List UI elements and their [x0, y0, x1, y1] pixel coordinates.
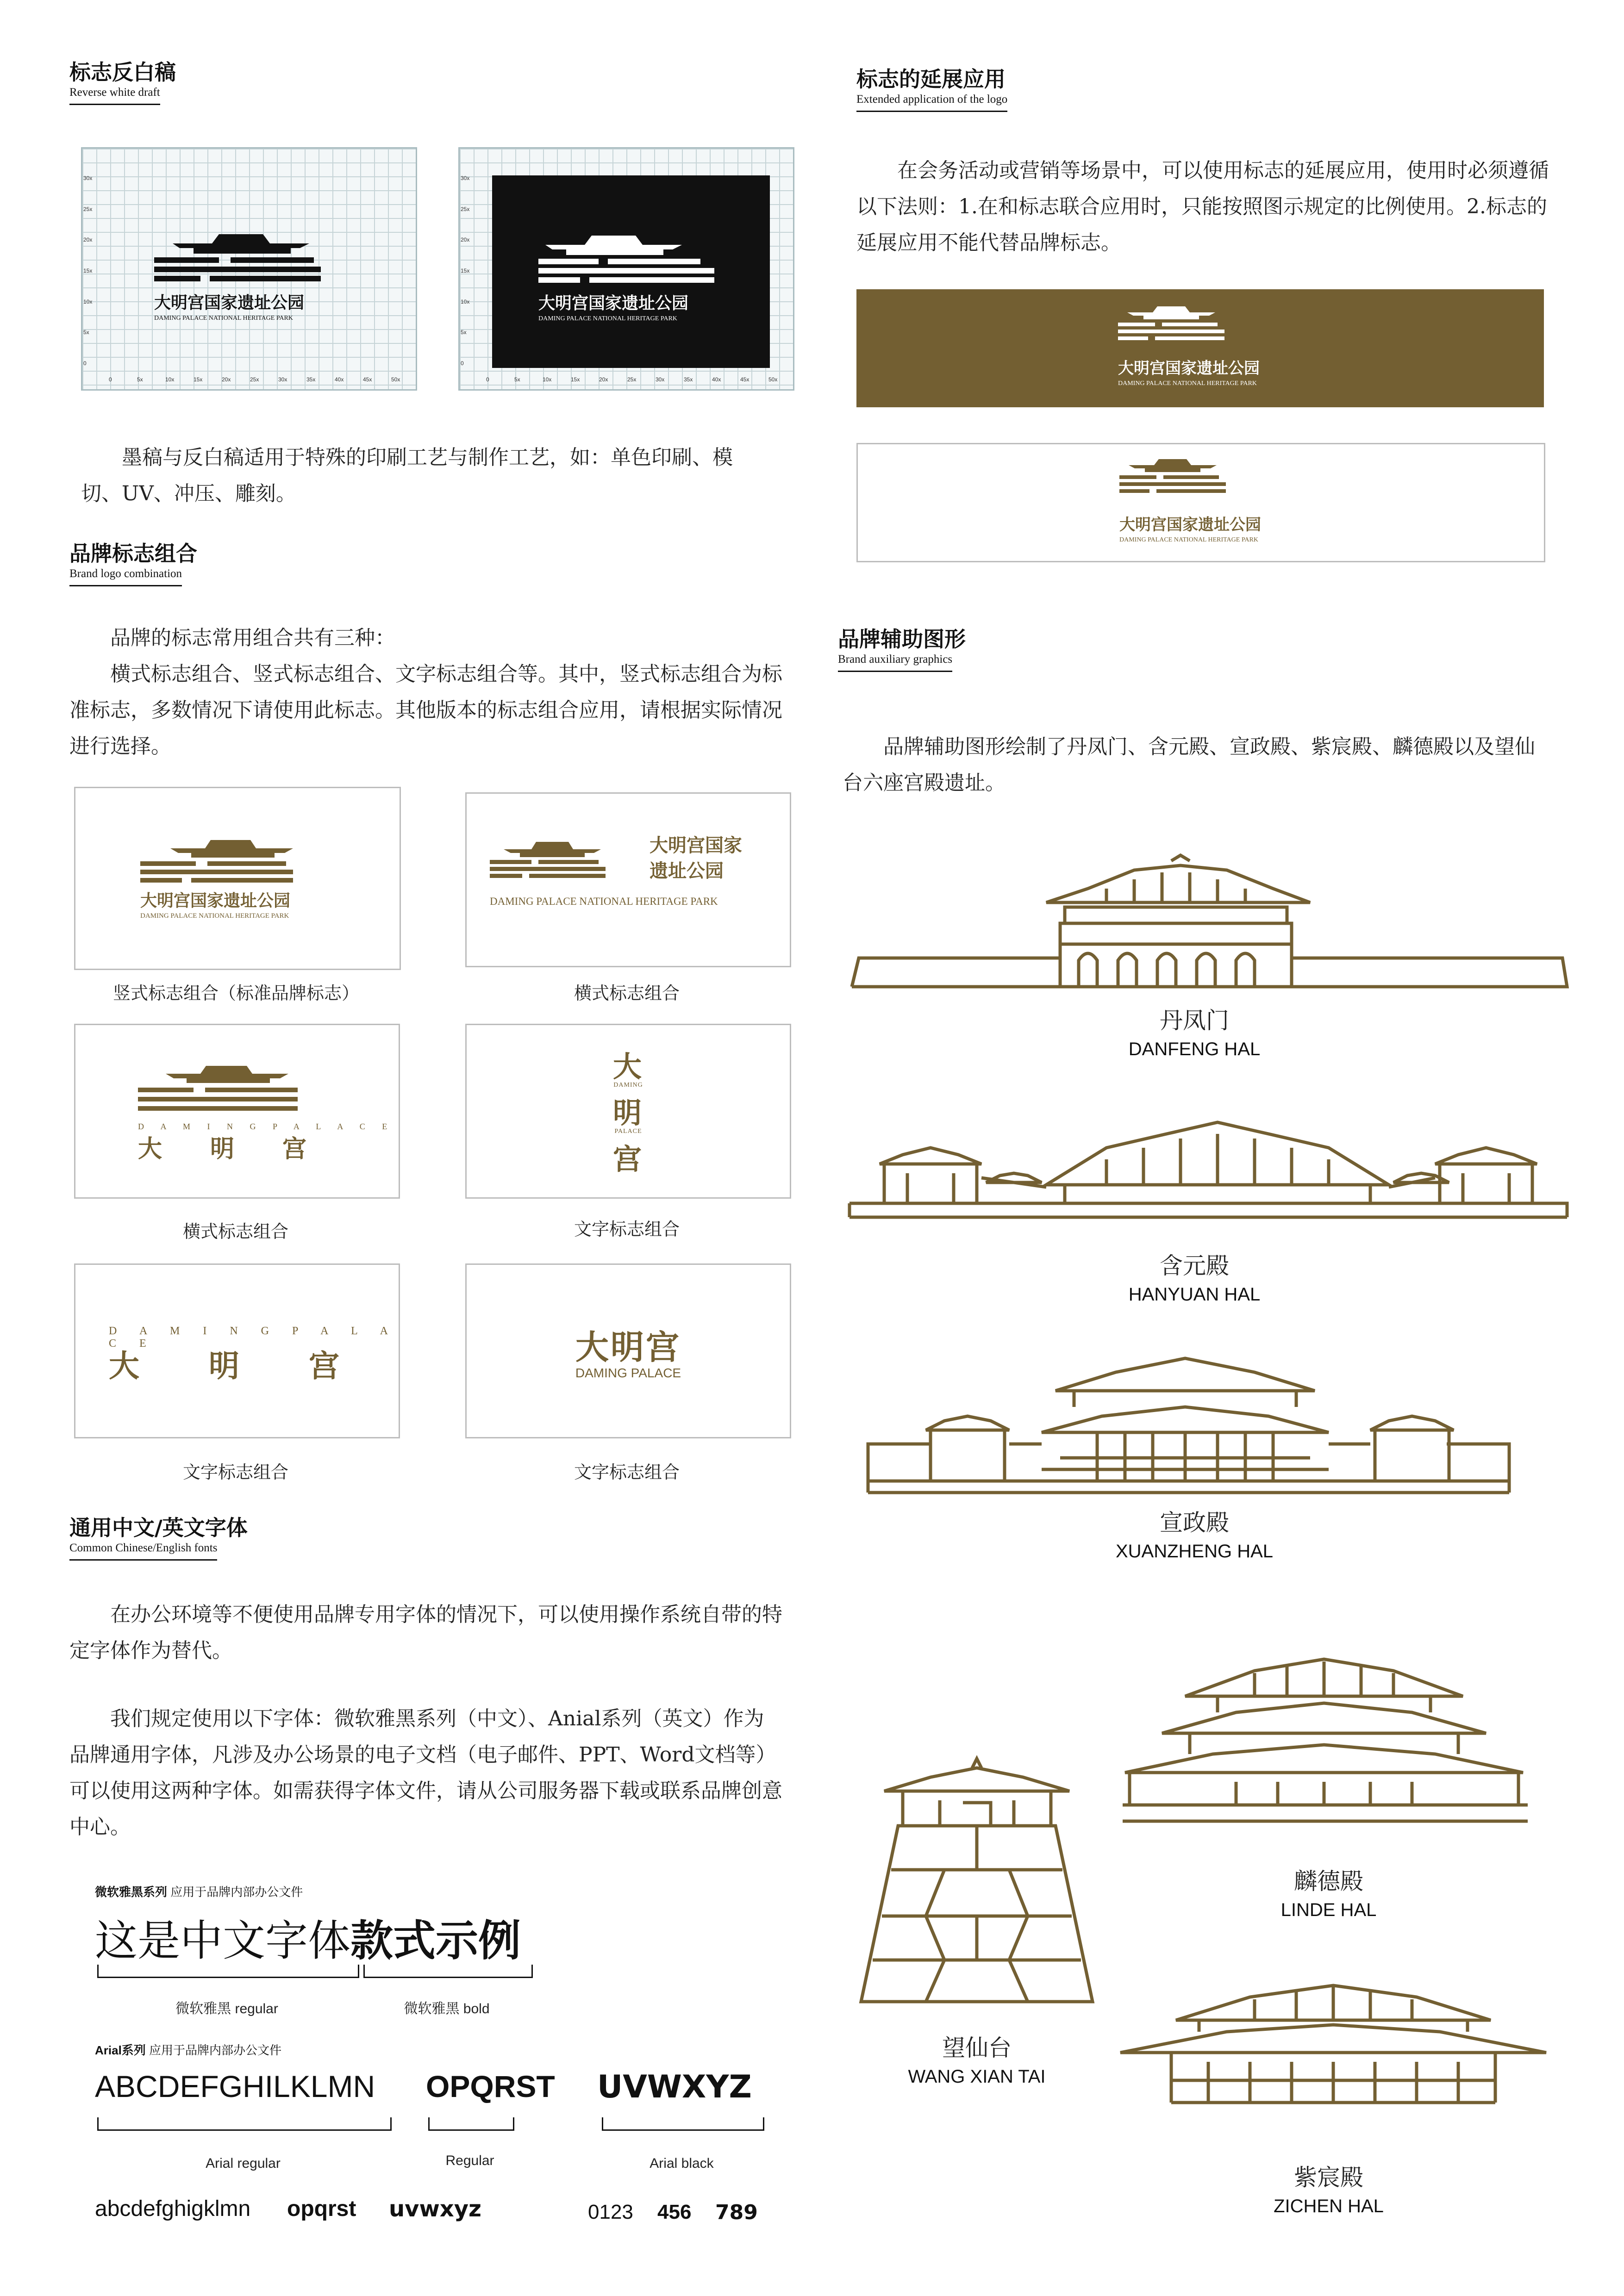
yahei-label-bold: 微软雅黑系列 — [95, 1885, 168, 1899]
grid-tick-y: 20x — [461, 236, 470, 243]
grid-tick-y: 0 — [461, 360, 464, 367]
ext-logo-cn-white: 大明宫国家遗址公园 — [1118, 359, 1260, 378]
auxiliary-paragraph: 品牌辅助图形绘制了丹凤门、含元殿、宣政殿、紫宸殿、麟德殿以及望仙台六座宫殿遗址。 — [843, 735, 1535, 795]
grid-tick-x: 45x — [363, 376, 372, 383]
arial-series-label — [95, 2041, 281, 2058]
num-black: 789 — [715, 2201, 758, 2224]
combination-title: 品牌标志组合 — [69, 541, 197, 566]
arial-upper-bold: OPQRST — [426, 2069, 555, 2103]
hall-en-hanyuan: HANYUAN HAL — [1128, 1284, 1261, 1305]
grid-tick-x: 25x — [250, 376, 259, 383]
card1-en: DAMING PALACE NATIONAL HERITAGE PARK — [140, 912, 289, 920]
ext-logo-en-white: DAMING PALACE NATIONAL HERITAGE PARK — [1118, 380, 1257, 387]
reverse-title: 标志反白稿 — [69, 60, 176, 85]
grid-tick-x: 10x — [165, 376, 175, 383]
arial-upper-regular: ABCDEFGHILKLMN — [95, 2069, 375, 2103]
combination-paragraph-2: 横式标志组合、竖式标志组合、文字标志组合等。其中，竖式标志组合为标准标志，多数情况下请使用此标志。其他版本的标志组合应用，请根据实际情况进行选择。 — [69, 662, 782, 758]
grid-tick-y: 30x — [461, 175, 470, 181]
grid-tick-y: 15x — [83, 268, 93, 274]
zichen-hall-icon — [1116, 1979, 1555, 2108]
regular-label: Regular — [445, 2153, 494, 2168]
card3-en: D A M I N G P A L A C E — [138, 1122, 395, 1131]
arial-regular-label: Arial regular — [206, 2156, 281, 2171]
extended-banner-brown — [856, 289, 1544, 407]
hall-cn-zichen: 紫宸殿 — [1294, 2164, 1363, 2191]
yahei-label-rest: 应用于品牌内部办公文件 — [167, 1885, 303, 1899]
combination-paragraph-1: 品牌的标志常用组合共有三种： — [110, 626, 395, 650]
logo-card-text-vertical — [465, 1024, 791, 1199]
card3-cn: 大 明 宫 — [138, 1135, 307, 1163]
palace-logo-icon — [75, 788, 400, 969]
card4-sub1: DAMING — [613, 1082, 643, 1089]
card2-en: DAMING PALACE NATIONAL HERITAGE PARK — [490, 896, 718, 907]
palace-logo-icon-white — [492, 175, 770, 368]
hall-en-zichen: ZICHEN HAL — [1274, 2196, 1384, 2216]
fonts-subtitle: Common Chinese/English fonts — [69, 1542, 217, 1561]
card4-caption: 文字标志组合 — [574, 1219, 680, 1239]
logo-card-horizontal — [465, 792, 791, 967]
extended-paragraph: 在会务活动或营销等场景中，可以使用标志的延展应用，使用时必须遵循以下法则：1.在和标志联合应用时，只能按照图示规定的比例使用。2.标志的延展应用不能代替品牌标志。 — [856, 159, 1549, 255]
hall-en-wangxian: WANG XIAN TAI — [908, 2066, 1046, 2087]
bracket-regular — [428, 2117, 514, 2131]
grid-tick-x: 25x — [627, 376, 637, 383]
extended-subtitle: Extended application of the logo — [856, 93, 1007, 112]
fonts-title: 通用中文/英文字体 — [69, 1515, 248, 1540]
card5-caption: 文字标志组合 — [182, 1462, 288, 1482]
reverse-section-header — [69, 56, 176, 105]
logo-cn-white: 大明宫国家遗址公园 — [538, 293, 689, 313]
reverse-paragraph: 墨稿与反白稿适用于特殊的印刷工艺与制作工艺，如：单色印刷、模切、UV、冲压、雕刻。 — [81, 446, 733, 505]
grid-tick-y: 25x — [461, 205, 470, 212]
card4-sub2: PALACE — [614, 1128, 642, 1135]
fonts-paragraph-1: 在办公环境等不便使用品牌专用字体的情况下，可以使用操作系统自带的特定字体作为替代。 — [69, 1603, 782, 1662]
wangxian-tai-icon — [856, 1749, 1097, 2009]
logo-card-text-horizontal — [74, 1263, 400, 1438]
palace-logo-icon — [467, 794, 790, 966]
reverse-subtitle: Reverse white draft — [69, 86, 160, 105]
hall-cn-xuanzheng: 宣政殿 — [1160, 1509, 1229, 1536]
grid-tick-x: 30x — [278, 376, 287, 383]
arial-upper-black: UVWXYZ — [597, 2069, 752, 2105]
card6-en: DAMING PALACE — [575, 1366, 681, 1380]
card4-char2: 明 — [612, 1096, 643, 1130]
auxiliary-section-header — [838, 622, 966, 672]
combination-subtitle: Brand logo combination — [69, 567, 182, 586]
logo-card-horizontal-2 — [74, 1024, 400, 1199]
num-bold: 456 — [657, 2201, 692, 2223]
card1-cn: 大明宫国家遗址公园 — [140, 891, 291, 910]
grid-tick-x: 35x — [306, 376, 316, 383]
arial-label-bold: Arial系列 — [95, 2043, 146, 2057]
logo-black-on-grid — [82, 149, 416, 389]
grid-tick-x: 20x — [222, 376, 231, 383]
bracket-yahei-bold — [363, 1965, 533, 1978]
yahei-bold-label: 微软雅黑 bold — [404, 2001, 490, 2016]
grid-tick-x: 45x — [740, 376, 750, 383]
lower-regular: abcdefghigklmn — [95, 2196, 251, 2221]
grid-tick-x: 40x — [335, 376, 344, 383]
card4-char1: 大 — [612, 1050, 643, 1083]
grid-tick-y: 10x — [461, 298, 470, 305]
grid-tick-x: 50x — [768, 376, 778, 383]
hall-en-linde: LINDE HAL — [1280, 1900, 1377, 1920]
ext-logo-cn-brown: 大明宫国家遗址公园 — [1119, 516, 1261, 534]
chinese-font-sample — [95, 1907, 521, 1968]
hall-cn-danfeng: 丹凤门 — [1160, 1007, 1229, 1034]
grid-tick-x: 30x — [656, 376, 665, 383]
bracket-arial-regular — [97, 2117, 392, 2131]
hall-cn-linde: 麟德殿 — [1294, 1868, 1363, 1895]
grid-tick-y: 15x — [461, 268, 470, 274]
grid-tick-x: 0 — [109, 376, 112, 383]
hall-en-danfeng: DANFENG HAL — [1128, 1039, 1261, 1059]
extended-section-header — [856, 62, 1007, 112]
grid-tick-x: 5x — [514, 376, 520, 383]
sample-bold: 款式示例 — [350, 1916, 521, 1966]
reverse-grid-black — [81, 147, 417, 391]
hall-en-xuanzheng: XUANZHENG HAL — [1115, 1541, 1274, 1562]
grid-tick-x: 20x — [599, 376, 608, 383]
palace-logo-icon — [75, 1025, 399, 1197]
auxiliary-title: 品牌辅助图形 — [838, 627, 966, 652]
palace-logo-icon — [858, 444, 1544, 561]
grid-tick-x: 10x — [543, 376, 552, 383]
card4-char3: 宫 — [612, 1142, 643, 1176]
grid-tick-x: 5x — [137, 376, 143, 383]
bracket-arial-black — [602, 2117, 764, 2131]
fonts-section-header — [69, 1511, 248, 1561]
card2-cn2: 遗址公园 — [650, 860, 724, 882]
ext-logo-en-brown: DAMING PALACE NATIONAL HERITAGE PARK — [1119, 536, 1258, 543]
arial-label-rest: 应用于品牌内部办公文件 — [145, 2043, 282, 2057]
logo-en-black: DAMING PALACE NATIONAL HERITAGE PARK — [154, 315, 293, 322]
grid-tick-y: 10x — [83, 298, 93, 305]
linde-hall-icon — [1120, 1652, 1532, 1828]
reverse-grid-white — [458, 147, 794, 391]
sample-regular: 这是中文字体 — [95, 1916, 351, 1966]
card2-cn1: 大明宫国家 — [650, 834, 742, 856]
grid-tick-x: 50x — [391, 376, 400, 383]
grid-tick-x: 35x — [684, 376, 693, 383]
grid-tick-y: 0 — [83, 360, 87, 367]
card1-caption: 竖式标志组合（标准品牌标志） — [112, 983, 359, 1003]
grid-tick-x: 40x — [712, 376, 721, 383]
card5-cn: 大 明 宫 — [109, 1348, 342, 1384]
lower-black: uvwxyz — [389, 2196, 481, 2222]
card6-caption: 文字标志组合 — [574, 1462, 680, 1482]
combination-section-header — [69, 537, 197, 586]
hall-cn-wangxian: 望仙台 — [942, 2035, 1012, 2061]
extended-banner-white — [856, 443, 1545, 562]
logo-card-text-compact — [465, 1263, 791, 1438]
grid-tick-x: 15x — [571, 376, 580, 383]
yahei-regular-label: 微软雅黑 regular — [175, 2001, 278, 2016]
hanyuan-hall-icon — [847, 1113, 1574, 1224]
card3-caption: 横式标志组合 — [182, 1221, 288, 1242]
grid-tick-x: 0 — [486, 376, 489, 383]
grid-tick-y: 25x — [83, 205, 93, 212]
lower-bold: opqrst — [287, 2196, 356, 2221]
black-panel — [492, 175, 770, 368]
palace-logo-icon-white — [856, 289, 1544, 407]
card2-caption: 横式标志组合 — [574, 983, 680, 1003]
grid-tick-y: 5x — [83, 329, 89, 336]
fonts-paragraph-2: 我们规定使用以下字体：微软雅黑系列（中文）、Anial系列（英文）作为品牌通用字体，凡涉及办公场景的电子文档（电子邮件、PPT、Word文档等）可以使用这两种字体。如需获得字体文件，请从公司服务器下载或联系品牌创意中心。 — [69, 1707, 782, 1839]
auxiliary-subtitle: Brand auxiliary graphics — [838, 653, 952, 672]
logo-cn-black: 大明宫国家遗址公园 — [154, 293, 305, 312]
logo-en-white: DAMING PALACE NATIONAL HERITAGE PARK — [538, 315, 677, 322]
yahei-series-label — [95, 1883, 303, 1900]
danfeng-gate-icon — [847, 852, 1574, 990]
extended-title: 标志的延展应用 — [856, 67, 1006, 92]
grid-tick-y: 5x — [461, 329, 467, 336]
num-regular: 0123 — [588, 2201, 633, 2223]
hall-cn-hanyuan: 含元殿 — [1160, 1252, 1229, 1279]
logo-card-vertical — [74, 787, 401, 970]
xuanzheng-hall-icon — [866, 1351, 1514, 1500]
card6-cn: 大明宫 — [575, 1327, 681, 1367]
bracket-yahei-regular — [97, 1965, 359, 1978]
palace-logo-icon — [82, 149, 416, 389]
grid-tick-y: 30x — [83, 175, 93, 181]
arial-black-label: Arial black — [650, 2156, 714, 2171]
card5-en: D A M I N G P A L A C E — [109, 1325, 398, 1350]
grid-tick-x: 15x — [194, 376, 203, 383]
grid-tick-y: 20x — [83, 236, 93, 243]
